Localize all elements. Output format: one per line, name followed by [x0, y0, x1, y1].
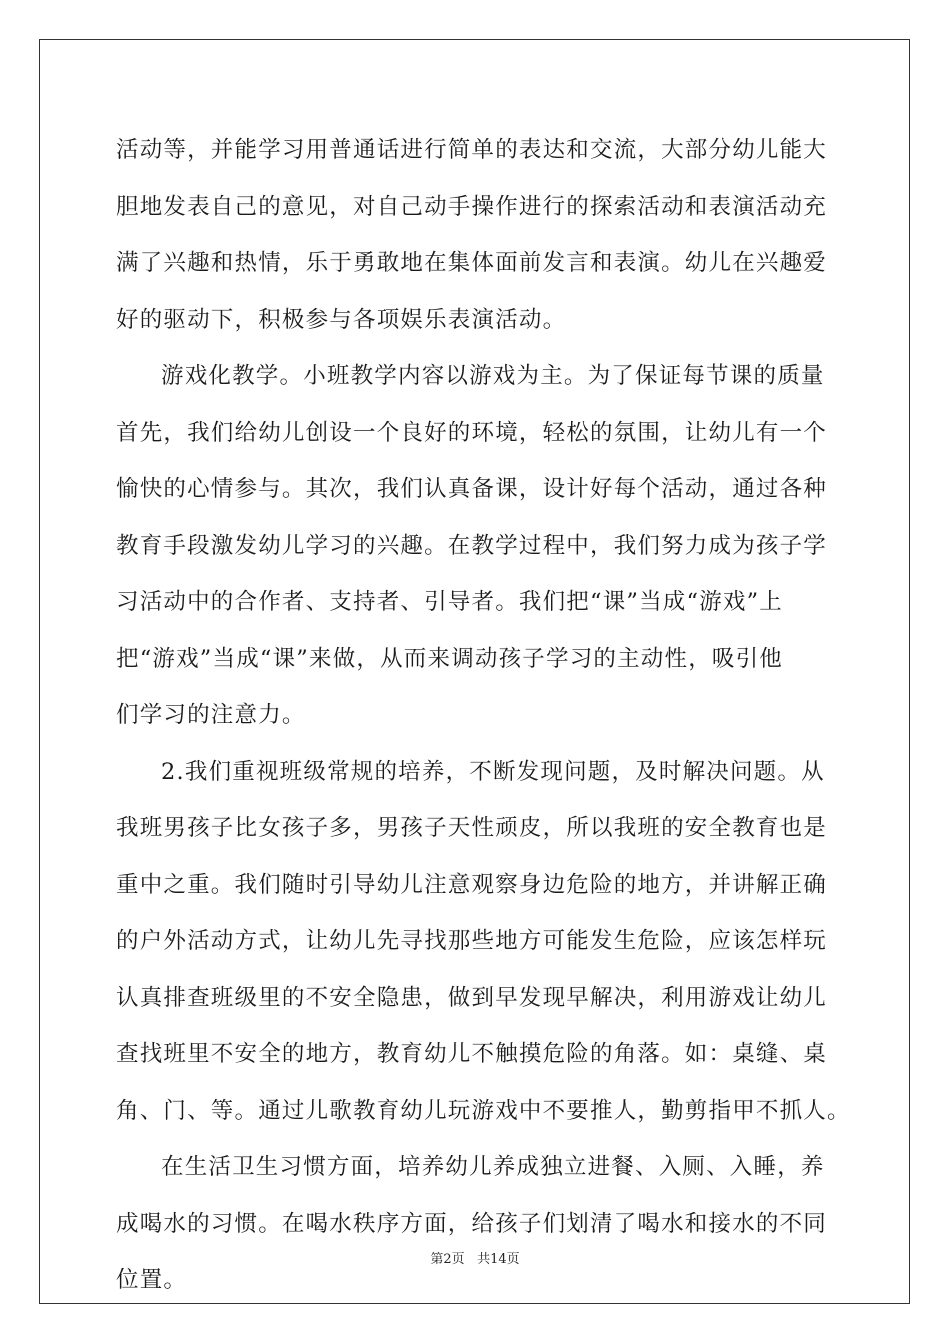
text-line: 位置。	[116, 1267, 188, 1293]
text-line: 胆地发表自己的意见，对自己动手操作进行的探索活动和表演活动充	[116, 193, 828, 220]
text-line: 们学习的注意力。	[116, 702, 306, 728]
text-line: 在生活卫生习惯方面，培养幼儿养成独立进餐、入厕、入睡，养	[161, 1154, 825, 1180]
text-line: 首先，我们给幼儿创设一个良好的环境，轻松的氛围，让幼儿有一个	[116, 419, 828, 446]
text-line: 把“游戏”当成“课”来做，从而来调动孩子学习的主动性，吸引他	[116, 645, 784, 672]
text-line: 满了兴趣和热情，乐于勇敢地在集体面前发言和表演。幼儿在兴趣爱	[116, 250, 828, 276]
paragraph	[116, 128, 836, 354]
text-line: 查找班里不安全的地方，教育幼儿不触摸危险的角落。如：桌缝、桌	[116, 1041, 828, 1067]
paragraph	[116, 1145, 836, 1315]
page-total: 共14页	[477, 1252, 520, 1267]
text-line: 习活动中的合作者、支持者、引导者。我们把“课”当成“游戏”上	[116, 589, 784, 615]
page-number: 第2页	[430, 1252, 465, 1267]
text-line: 角、门、等。通过儿歌教育幼儿玩游戏中不要推人，勤剪指甲不抓人。	[116, 1097, 851, 1124]
document-body	[116, 128, 851, 1315]
paragraph	[116, 354, 836, 750]
page-footer	[0, 1248, 950, 1267]
text-line: 游戏化教学。小班教学内容以游戏为主。为了保证每节课的质量	[161, 363, 825, 389]
text-line: 好的驱动下，积极参与各项娱乐表演活动。	[116, 306, 567, 333]
text-line: 教育手段激发幼儿学习的兴趣。在教学过程中，我们努力成为孩子学	[116, 532, 828, 559]
text-line: 重中之重。我们随时引导幼儿注意观察身边危险的地方，并讲解正确	[116, 871, 828, 898]
text-line: 认真排查班级里的不安全隐患，做到早发现早解决，利用游戏让幼儿	[116, 984, 828, 1011]
text-line: 活动等，并能学习用普通话进行简单的表达和交流，大部分幼儿能大	[116, 137, 828, 163]
paragraph	[116, 750, 851, 1146]
text-line: 成喝水的习惯。在喝水秩序方面，给孩子们划清了喝水和接水的不同	[116, 1210, 828, 1237]
text-line: 的户外活动方式，让幼儿先寻找那些地方可能发生危险，应该怎样玩	[116, 928, 828, 954]
text-line: 我班男孩子比女孩子多，男孩子天性顽皮，所以我班的安全教育也是	[116, 815, 828, 841]
text-line: 愉快的心情参与。其次，我们认真备课，设计好每个活动，通过各种	[116, 476, 828, 502]
footer-spacer	[465, 1252, 477, 1267]
text-line: 2.我们重视班级常规的培养，不断发现问题，及时解决问题。从	[161, 758, 825, 785]
